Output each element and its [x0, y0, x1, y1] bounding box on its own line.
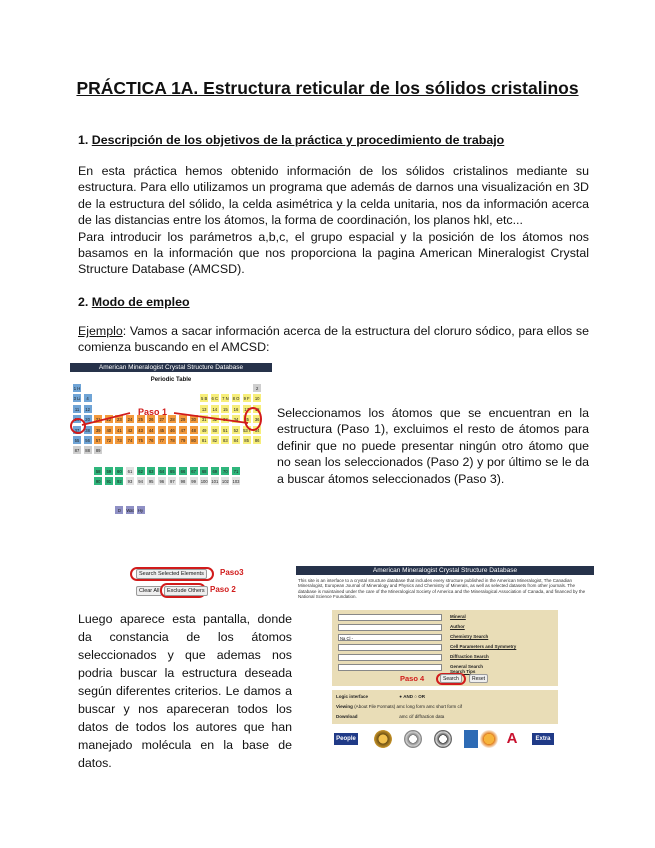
foundation-seal-icon[interactable] — [434, 730, 452, 748]
cell-parameters-label[interactable]: Cell Parameters and Symmetry — [450, 644, 517, 649]
element-cell[interactable]: 93 — [125, 476, 135, 486]
logic-interface-label: Logic interface — [336, 694, 369, 699]
flower-logo-icon[interactable] — [480, 730, 498, 748]
element-cell[interactable]: 81 — [199, 435, 209, 445]
element-cell[interactable]: 60 — [114, 466, 124, 476]
element-cell[interactable]: 68 — [199, 466, 209, 476]
section2-heading — [78, 295, 190, 309]
element-cell[interactable]: 14 — [210, 404, 220, 414]
viewing-label: Viewing — [336, 704, 353, 709]
download-options[interactable]: amc cif diffraction data — [399, 714, 445, 719]
element-cell[interactable]: 2 — [252, 383, 262, 393]
section2-heading-text: Modo de empleo — [91, 295, 190, 309]
element-cell[interactable]: 52 — [231, 425, 241, 435]
element-cell[interactable]: 11 — [72, 404, 82, 414]
db-options-panel — [332, 690, 558, 724]
general-search-label: General Search — [450, 664, 484, 669]
element-cell[interactable]: 102 — [220, 476, 230, 486]
element-cell[interactable]: 70 — [220, 466, 230, 476]
general-search-input[interactable] — [338, 664, 442, 671]
element-cell[interactable]: 28 — [167, 414, 177, 424]
element-cell[interactable]: 84 — [231, 435, 241, 445]
cell-parameters-input[interactable] — [338, 644, 442, 651]
element-cell[interactable]: 41 — [114, 425, 124, 435]
element-cell[interactable]: 3 Li — [72, 393, 82, 403]
mineral-label[interactable]: Mineral — [450, 614, 466, 619]
people-button[interactable]: People — [334, 733, 358, 745]
element-cell[interactable]: 45 — [157, 425, 167, 435]
amcsd-search-figure — [296, 566, 594, 752]
element-cell[interactable]: 78 — [167, 435, 177, 445]
element-cell[interactable]: 54 — [252, 425, 262, 435]
diffraction-input[interactable] — [338, 654, 442, 661]
element-cell[interactable]: 66 — [178, 466, 188, 476]
element-cell[interactable]: 1 H — [72, 383, 82, 393]
element-cell[interactable]: 95 — [146, 476, 156, 486]
example-paragraph — [78, 323, 589, 356]
element-cell[interactable]: 85 — [242, 435, 252, 445]
element-cell[interactable]: 59 — [104, 466, 114, 476]
element-cell[interactable]: 57 — [93, 435, 103, 445]
logic-or-radio[interactable]: ○ OR — [414, 694, 425, 699]
element-cell[interactable]: 27 — [157, 414, 167, 424]
element-cell[interactable]: 9 F — [242, 393, 252, 403]
chemistry-input[interactable]: Na Cl - — [338, 634, 442, 641]
association-seal-icon[interactable] — [404, 730, 422, 748]
element-cell[interactable]: 74 — [125, 435, 135, 445]
element-cell[interactable]: 64 — [157, 466, 167, 476]
element-cell[interactable]: 76 — [146, 435, 156, 445]
element-cell[interactable]: 20 — [83, 414, 93, 424]
element-cell[interactable]: 37 — [72, 425, 82, 435]
element-cell[interactable]: 69 — [210, 466, 220, 476]
element-cell[interactable]: Hy — [136, 505, 146, 515]
element-cell[interactable]: 49 — [199, 425, 209, 435]
chemistry-search-label[interactable]: Chemistry Search — [450, 634, 489, 639]
element-cell[interactable]: 21 — [93, 414, 103, 424]
paso1-ring-na — [70, 418, 86, 434]
paso1-ring-cl — [244, 407, 262, 431]
element-cell[interactable]: 43 — [136, 425, 146, 435]
element-cell[interactable]: 58 — [93, 466, 103, 476]
paso3-label: Paso3 — [220, 568, 244, 577]
element-cell[interactable]: 29 — [178, 414, 188, 424]
db-intro-text: This site is an interface to a crystal structure database that includes every structure published in the American Mineralogist, The Canadian Mineralogist, European Journal of Mineralogy and Physics and Chemistry of Minerals, as well as selected datasets from other journals. The database is maintained under the care of the Mineralogical Society of America and the Mineralogical Association of Canada, and financed by the National Science Foundation. — [298, 578, 586, 600]
element-cell[interactable]: 53 I — [242, 425, 252, 435]
db-search-form — [332, 610, 558, 686]
element-cell[interactable]: 24 — [125, 414, 135, 424]
element-cell[interactable]: 35 — [242, 414, 252, 424]
element-cell[interactable]: 48 — [189, 425, 199, 435]
viewing-row — [336, 704, 462, 709]
paso1-label: Paso 1 — [138, 407, 168, 417]
logic-interface-row — [336, 694, 425, 699]
element-cell[interactable]: 62 — [136, 466, 146, 476]
element-cell[interactable]: 40 — [104, 425, 114, 435]
element-cell[interactable]: D — [114, 505, 124, 515]
db-reset-button[interactable]: Reset — [469, 674, 488, 683]
element-cell[interactable]: 82 — [210, 435, 220, 445]
element-cell[interactable]: 38 — [83, 425, 93, 435]
element-cell[interactable]: 65 — [167, 466, 177, 476]
example-text: : Vamos a sacar información acerca de la estructura del cloruro sódico, para ellos se comienza buscando en el AMCSD: — [78, 324, 589, 355]
element-cell[interactable]: 101 — [210, 476, 220, 486]
element-cell[interactable]: 31 — [199, 414, 209, 424]
element-cell[interactable]: 4 — [83, 393, 93, 403]
author-label[interactable]: Author — [450, 624, 465, 629]
university-arizona-icon[interactable]: A — [506, 730, 518, 747]
extra-button[interactable]: Extra — [532, 733, 554, 745]
author-input[interactable] — [338, 624, 442, 631]
element-cell[interactable]: 17 — [242, 404, 252, 414]
element-cell[interactable]: 39 — [93, 425, 103, 435]
element-cell[interactable]: 32 — [210, 414, 220, 424]
element-cell[interactable]: 79 — [178, 435, 188, 445]
section1-paragraph-2: Para introducir los parámetros a,b,c, el grupo espacial y la posición de los átomos nos basamos en la información que nos proporciona la pagina American Mineralogist Crystal Structure Database (AMCSD). — [78, 229, 589, 277]
page-title: PRÁCTICA 1A. Estructura reticular de los sólidos cristalinos — [76, 78, 579, 98]
element-cell[interactable]: 46 — [167, 425, 177, 435]
search-selected-elements-button[interactable]: Search Selected Elements — [136, 569, 207, 579]
section1-heading — [78, 133, 504, 147]
element-cell[interactable]: 18 — [252, 404, 262, 414]
section1-heading-text: Descripción de los objetivos de la práctica y procedimiento de trabajo — [91, 133, 505, 147]
db-search-button[interactable]: Search — [440, 674, 462, 683]
element-cell[interactable]: 96 — [157, 476, 167, 486]
results-description: Luego aparece esta pantalla, donde da constancia de los átomos seleccionados y que ademas nos podria buscar la estructura deseada según diferentes criterios. Le damos a buscar y nos apareceran todos los datos de todos los autores que han manejado molécula en la base de datos. — [78, 612, 292, 770]
paso1-connector — [70, 363, 272, 599]
element-cell[interactable]: 89 — [93, 445, 103, 455]
element-cell[interactable]: 91 — [104, 476, 114, 486]
paso2-label: Paso 2 — [210, 585, 236, 594]
element-cell[interactable]: 63 — [146, 466, 156, 476]
element-cell[interactable]: 6 C — [210, 393, 220, 403]
element-cell[interactable]: 36 — [252, 414, 262, 424]
element-cell[interactable]: 103 — [231, 476, 241, 486]
society-logo-icon[interactable] — [374, 730, 392, 748]
element-cell[interactable]: 47 — [178, 425, 188, 435]
periodic-table-figure — [70, 363, 272, 599]
element-cell[interactable]: 100 — [199, 476, 209, 486]
download-label: Download — [336, 714, 358, 719]
journal-logo-icon[interactable] — [464, 730, 478, 748]
element-cell[interactable]: 88 — [83, 445, 93, 455]
section2-number: 2. — [78, 295, 89, 309]
example-label: Ejemplo — [78, 324, 123, 338]
element-cell[interactable]: 94 — [136, 476, 146, 486]
element-cell[interactable]: 83 — [220, 435, 230, 445]
steps-description: Seleccionamos los átomos que se encuentran en la estructura (Paso 1), excluimos el resto de átomos para definir que no puede presentar ningún otro átomo que no sean los seleccionados (Paso 2) y por último se le da a buscar átomos seleccionados (Paso 3). — [277, 406, 589, 486]
element-cell[interactable]: 12 — [83, 404, 93, 414]
element-cell[interactable]: 61 — [125, 466, 135, 476]
element-cell[interactable]: 67 — [189, 466, 199, 476]
clear-all-button[interactable]: Clear All — [136, 586, 162, 596]
element-cell[interactable]: 56 — [83, 435, 93, 445]
element-cell[interactable]: 5 B — [199, 393, 209, 403]
element-cell[interactable]: 8 O — [231, 393, 241, 403]
section1-number: 1. — [78, 133, 89, 147]
element-cell[interactable]: 15 — [220, 404, 230, 414]
element-cell[interactable]: 90 — [93, 476, 103, 486]
element-cell[interactable]: 30 — [189, 414, 199, 424]
element-cell[interactable]: 13 — [199, 404, 209, 414]
logic-and-radio[interactable]: ● AND — [399, 694, 413, 699]
db-figure-header: American Mineralogist Crystal Structure Database — [296, 566, 594, 575]
element-cell[interactable]: 51 — [220, 425, 230, 435]
element-cell[interactable]: 77 — [157, 435, 167, 445]
paso4-label: Paso 4 — [400, 674, 425, 683]
element-cell[interactable]: 44 — [146, 425, 156, 435]
element-cell[interactable]: Wat — [125, 505, 135, 515]
element-cell[interactable]: 80 — [189, 435, 199, 445]
mineral-input[interactable] — [338, 614, 442, 621]
section1-body — [78, 163, 589, 278]
element-cell[interactable]: 55 — [72, 435, 82, 445]
element-cell[interactable]: 99 — [189, 476, 199, 486]
element-cell[interactable]: 50 — [210, 425, 220, 435]
element-cell[interactable]: 75 — [136, 435, 146, 445]
element-cell[interactable]: 7 N — [220, 393, 230, 403]
element-cell[interactable]: 10 — [252, 393, 262, 403]
element-cell[interactable]: 42 — [125, 425, 135, 435]
element-cell[interactable]: 98 — [178, 476, 188, 486]
element-cell[interactable]: 86 — [252, 435, 262, 445]
element-cell[interactable]: 73 — [114, 435, 124, 445]
element-cell[interactable]: 16 — [231, 404, 241, 414]
element-cell[interactable]: 87 — [72, 445, 82, 455]
diffraction-search-label[interactable]: Diffraction Search — [450, 654, 489, 659]
element-cell[interactable]: 97 — [167, 476, 177, 486]
element-cell[interactable]: 26 — [146, 414, 156, 424]
pt-figure-header: American Mineralogist Crystal Structure Database — [70, 363, 272, 372]
element-cell[interactable]: 23 — [114, 414, 124, 424]
element-cell[interactable]: 34 — [231, 414, 241, 424]
element-cell[interactable]: 72 — [104, 435, 114, 445]
pt-figure-subtitle: Periodic Table — [150, 377, 192, 383]
section1-paragraph-1: En esta práctica hemos obtenido información de los sólidos cristalinos mediante su estructura. Para ello utilizamos un programa que además de darnos una visualización en 3D de la estructura del sólido, la celda asimétrica y la celda unitaria, nos da información acerca de las distancias entre los átomos, la forma de coordinación, los planos hkl, etc... — [78, 164, 589, 228]
element-cell[interactable]: 33 — [220, 414, 230, 424]
exclude-others-button[interactable]: Exclude Others — [164, 586, 208, 596]
download-row — [336, 714, 444, 719]
element-cell[interactable]: 19 — [72, 414, 82, 424]
file-formats-link[interactable]: (About File Formats) — [354, 704, 396, 709]
element-cell[interactable]: 92 — [114, 476, 124, 486]
search-tips-link[interactable]: Search Tips — [450, 669, 476, 674]
viewing-options[interactable]: amc long form amc short form cif — [396, 704, 462, 709]
element-cell[interactable]: 22 — [104, 414, 114, 424]
element-cell[interactable]: 25 — [136, 414, 146, 424]
element-cell[interactable]: 71 — [231, 466, 241, 476]
